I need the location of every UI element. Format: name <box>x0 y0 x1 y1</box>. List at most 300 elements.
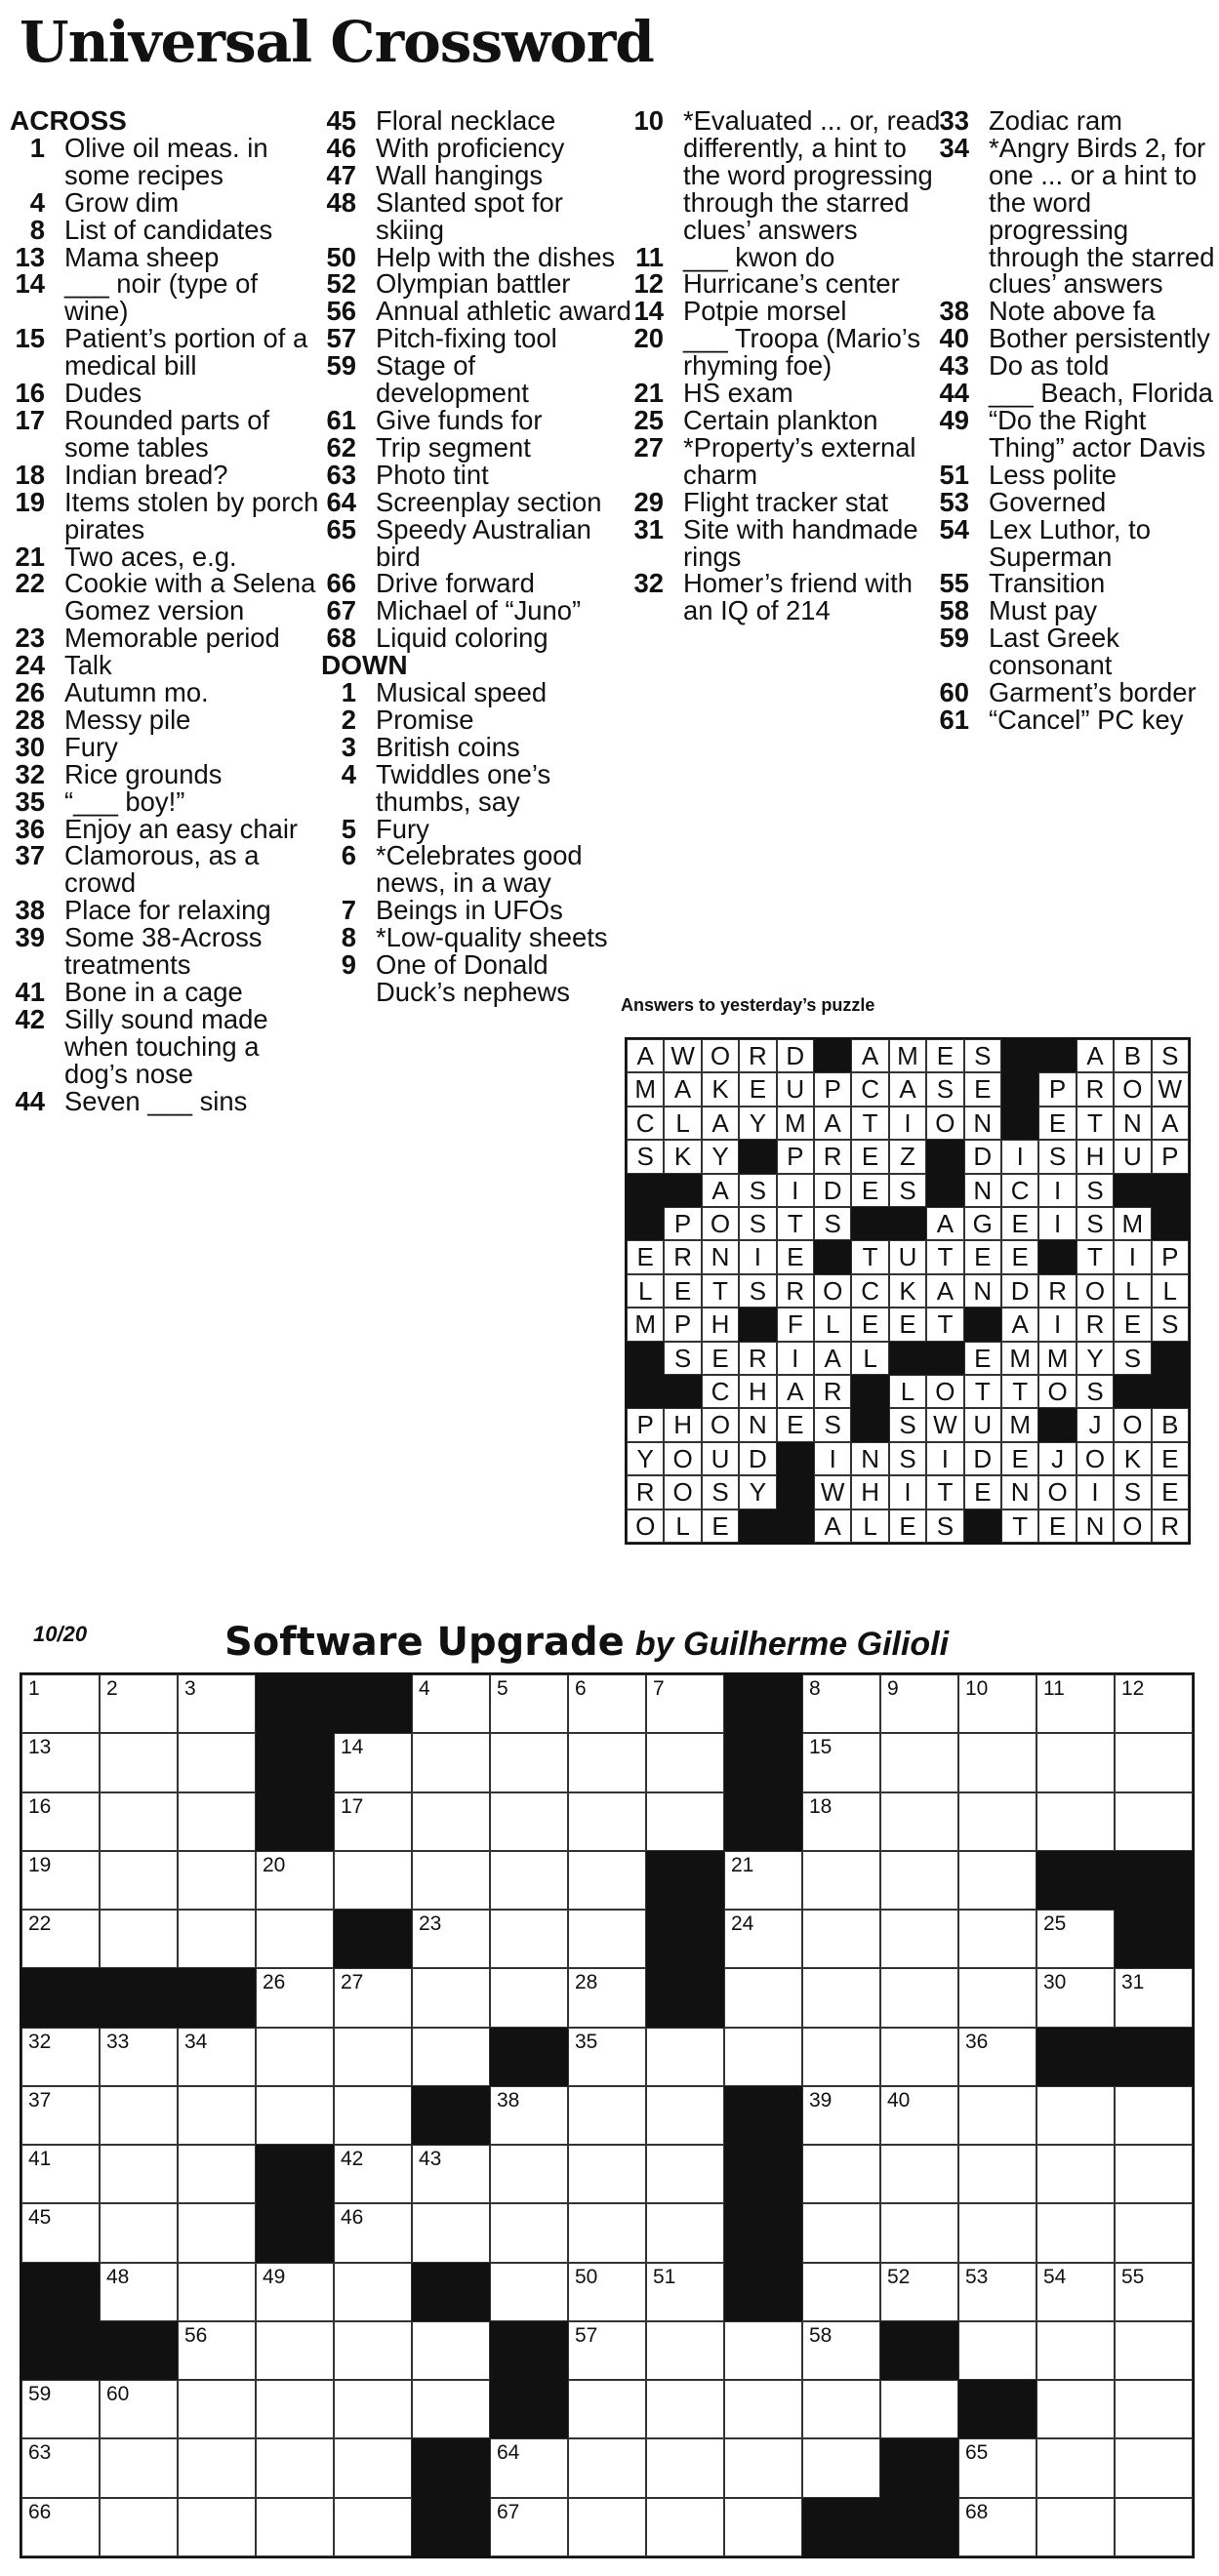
grid-cell[interactable] <box>1036 2438 1115 2497</box>
grid-cell[interactable] <box>412 2028 490 2086</box>
answer-cell: M <box>1038 1342 1076 1375</box>
grid-cell[interactable] <box>178 2321 256 2380</box>
grid-cell[interactable] <box>334 2263 412 2321</box>
grid-block <box>21 2263 100 2321</box>
clue-text: Mama sheep <box>64 241 220 272</box>
answer-cell: M <box>627 1308 664 1341</box>
grid-cell[interactable] <box>100 2145 178 2203</box>
grid-cell[interactable] <box>1115 1792 1193 1851</box>
grid-cell[interactable] <box>490 1910 568 1968</box>
grid-cell[interactable] <box>256 1968 334 2027</box>
grid-cell[interactable] <box>334 2498 412 2556</box>
grid-cell[interactable] <box>568 1851 646 1910</box>
grid-block <box>724 2086 802 2145</box>
cell-number: 16 <box>28 1794 52 1818</box>
answers-label: Answers to yesterday’s puzzle <box>621 995 875 1015</box>
grid-cell[interactable] <box>490 1792 568 1851</box>
grid-cell[interactable] <box>334 2145 412 2203</box>
grid-cell[interactable] <box>490 1733 568 1791</box>
grid-cell[interactable] <box>1036 1910 1115 1968</box>
grid-cell[interactable] <box>1036 2321 1115 2380</box>
grid-cell[interactable] <box>334 2203 412 2262</box>
grid-cell[interactable] <box>412 1792 490 1851</box>
answer-cell: R <box>1077 1308 1114 1341</box>
grid-cell[interactable] <box>568 2498 646 2556</box>
answer-cell: U <box>1114 1140 1151 1173</box>
grid-cell[interactable] <box>958 2086 1036 2145</box>
grid-cell[interactable] <box>21 1674 100 1733</box>
grid-block <box>724 2263 802 2321</box>
grid-cell[interactable] <box>568 2145 646 2203</box>
clue-text: *Low-quality sheets <box>376 922 608 953</box>
grid-cell[interactable] <box>256 2263 334 2321</box>
grid-cell[interactable] <box>1036 2380 1115 2438</box>
answer-cell: N <box>964 1274 1001 1308</box>
grid-cell[interactable] <box>490 1674 568 1733</box>
grid-cell[interactable] <box>412 2145 490 2203</box>
grid-cell[interactable] <box>880 2086 958 2145</box>
grid-cell[interactable] <box>1036 1733 1115 1791</box>
clue-text: One of Donald Duck’s nephews <box>376 949 570 1007</box>
answer-cell: O <box>1114 1408 1151 1441</box>
grid-cell[interactable] <box>178 1851 256 1910</box>
grid-cell[interactable] <box>880 2145 958 2203</box>
answer-cell: S <box>926 1072 963 1106</box>
answer-cell: E <box>1001 1207 1038 1240</box>
answer-cell: E <box>964 1342 1001 1375</box>
grid-block <box>1036 2028 1115 2086</box>
grid-cell[interactable] <box>100 2380 178 2438</box>
clue-text: With proficiency <box>376 132 565 163</box>
grid-cell[interactable] <box>802 2380 880 2438</box>
grid-cell[interactable] <box>490 2145 568 2203</box>
clue-item <box>629 241 941 272</box>
grid-cell[interactable] <box>802 2086 880 2145</box>
answer-cell: A <box>1001 1308 1038 1341</box>
answer-cell: P <box>627 1408 664 1441</box>
grid-cell[interactable] <box>412 2203 490 2262</box>
grid-cell[interactable] <box>412 1674 490 1733</box>
clue-number: 44 <box>15 1085 45 1116</box>
grid-cell[interactable] <box>100 2263 178 2321</box>
grid-block <box>100 1968 178 2027</box>
grid-cell[interactable] <box>1036 1968 1115 2027</box>
grid-cell[interactable] <box>412 2380 490 2438</box>
grid-cell[interactable] <box>1115 2498 1193 2556</box>
clue-item <box>321 897 633 924</box>
grid-cell[interactable] <box>21 2438 100 2497</box>
answer-block <box>889 1342 926 1375</box>
grid-block <box>958 2380 1036 2438</box>
answer-cell: A <box>1077 1039 1114 1072</box>
grid-cell[interactable] <box>568 1792 646 1851</box>
grid-cell[interactable] <box>334 1733 412 1791</box>
grid-cell[interactable] <box>724 1851 802 1910</box>
grid-cell[interactable] <box>724 2438 802 2497</box>
grid-block <box>256 2203 334 2262</box>
grid-cell[interactable] <box>490 2438 568 2497</box>
grid-cell[interactable] <box>880 2028 958 2086</box>
cell-number: 28 <box>575 1971 598 1994</box>
grid-cell[interactable] <box>880 1910 958 1968</box>
grid-cell[interactable] <box>1036 2203 1115 2262</box>
grid-cell[interactable] <box>490 2263 568 2321</box>
clue-number: 18 <box>15 459 45 490</box>
grid-cell[interactable] <box>958 2498 1036 2556</box>
grid-cell[interactable] <box>1036 2263 1115 2321</box>
grid-cell[interactable] <box>256 1851 334 1910</box>
clue-number: 52 <box>326 268 356 300</box>
answer-cell: G <box>964 1207 1001 1240</box>
grid-cell[interactable] <box>646 2321 724 2380</box>
puzzle-byline: by Guilherme Gilioli <box>634 1626 950 1663</box>
grid-cell[interactable] <box>21 2086 100 2145</box>
grid-cell[interactable] <box>100 2086 178 2145</box>
grid-cell[interactable] <box>802 1851 880 1910</box>
answer-block <box>814 1240 851 1273</box>
grid-cell[interactable] <box>568 2028 646 2086</box>
grid-cell[interactable] <box>646 2498 724 2556</box>
grid-cell[interactable] <box>178 2028 256 2086</box>
answer-cell: N <box>739 1408 776 1441</box>
grid-cell[interactable] <box>958 1968 1036 2027</box>
grid-cell[interactable] <box>178 1733 256 1791</box>
grid-cell[interactable] <box>802 2028 880 2086</box>
grid-cell[interactable] <box>100 2498 178 2556</box>
grid-cell[interactable] <box>802 1968 880 2027</box>
answer-block <box>627 1207 664 1240</box>
clue-item <box>10 570 322 624</box>
grid-cell[interactable] <box>334 1851 412 1910</box>
grid-cell[interactable] <box>100 1910 178 1968</box>
grid-cell[interactable] <box>256 2380 334 2438</box>
grid-cell[interactable] <box>802 2203 880 2262</box>
grid-cell[interactable] <box>1036 1792 1115 1851</box>
grid-cell[interactable] <box>802 1674 880 1733</box>
grid-cell[interactable] <box>1036 2145 1115 2203</box>
grid-cell[interactable] <box>412 1910 490 1968</box>
grid-cell[interactable] <box>334 1968 412 2027</box>
answer-cell: A <box>702 1174 739 1207</box>
grid-cell[interactable] <box>568 2086 646 2145</box>
grid-cell[interactable] <box>334 2028 412 2086</box>
grid-cell[interactable] <box>724 1968 802 2027</box>
grid-cell[interactable] <box>1115 2438 1193 2497</box>
answer-cell: I <box>1038 1308 1076 1341</box>
clue-number: 50 <box>326 241 356 272</box>
clue-item <box>321 758 633 817</box>
grid-cell[interactable] <box>958 2203 1036 2262</box>
grid-cell[interactable] <box>724 2321 802 2380</box>
answer-cell: Z <box>889 1140 926 1173</box>
grid-cell[interactable] <box>880 1733 958 1791</box>
grid-cell[interactable] <box>724 2028 802 2086</box>
grid-cell[interactable] <box>880 1792 958 1851</box>
clue-text: Pitch-fixing tool <box>376 323 557 354</box>
answer-cell: R <box>739 1342 776 1375</box>
grid-cell[interactable] <box>21 2145 100 2203</box>
clue-item <box>10 652 322 679</box>
grid-cell[interactable] <box>1036 1674 1115 1733</box>
grid-cell[interactable] <box>21 1792 100 1851</box>
clue-text: Patient’s portion of a medical bill <box>64 323 308 382</box>
grid-cell[interactable] <box>178 1792 256 1851</box>
grid-cell[interactable] <box>646 2263 724 2321</box>
clue-item <box>10 1003 322 1089</box>
grid-cell[interactable] <box>490 2203 568 2262</box>
grid-cell[interactable] <box>334 2380 412 2438</box>
grid-cell[interactable] <box>490 2498 568 2556</box>
grid-cell[interactable] <box>100 1733 178 1791</box>
grid-cell[interactable] <box>334 2438 412 2497</box>
grid-cell[interactable] <box>334 2086 412 2145</box>
cell-number: 9 <box>887 1677 899 1700</box>
grid-cell[interactable] <box>802 1792 880 1851</box>
grid-cell[interactable] <box>724 2380 802 2438</box>
cell-number: 13 <box>28 1736 52 1759</box>
answer-cell: D <box>739 1442 776 1475</box>
answer-cell: I <box>1077 1475 1114 1509</box>
grid-cell[interactable] <box>21 2028 100 2086</box>
grid-cell[interactable] <box>178 1674 256 1733</box>
grid-cell[interactable] <box>568 2203 646 2262</box>
grid-cell[interactable] <box>958 2438 1036 2497</box>
grid-cell[interactable] <box>802 1733 880 1791</box>
answer-cell: L <box>664 1509 701 1543</box>
grid-cell[interactable] <box>412 1851 490 1910</box>
grid-cell[interactable] <box>880 1851 958 1910</box>
clue-number: 32 <box>15 758 45 789</box>
grid-cell[interactable] <box>412 1968 490 2027</box>
answer-cell: Y <box>1077 1342 1114 1375</box>
clue-item <box>10 214 322 245</box>
clue-text: Last Greek consonant <box>989 623 1119 681</box>
grid-cell[interactable] <box>958 1851 1036 1910</box>
grid-cell[interactable] <box>802 2321 880 2380</box>
clue-text: Place for relaxing <box>64 895 271 926</box>
across-heading: ACROSS <box>10 105 127 136</box>
grid-cell[interactable] <box>958 1910 1036 1968</box>
clue-text: Cookie with a Selena Gomez version <box>64 568 316 626</box>
grid-cell[interactable] <box>958 1792 1036 1851</box>
grid-cell[interactable] <box>490 1968 568 2027</box>
grid-cell[interactable] <box>1115 1968 1193 2027</box>
grid-cell[interactable] <box>802 2438 880 2497</box>
grid-cell[interactable] <box>21 1910 100 1968</box>
clue-text: Olympian battler <box>376 268 571 300</box>
grid-cell[interactable] <box>100 1674 178 1733</box>
grid-cell[interactable] <box>646 2203 724 2262</box>
grid-cell[interactable] <box>646 2086 724 2145</box>
grid-cell[interactable] <box>646 1792 724 1851</box>
clue-item <box>10 758 322 789</box>
clue-item <box>934 679 1217 706</box>
grid-cell[interactable] <box>178 2203 256 2262</box>
grid-cell[interactable] <box>646 1674 724 1733</box>
grid-cell[interactable] <box>958 2028 1036 2086</box>
grid-block <box>724 1733 802 1791</box>
answer-cell: T <box>702 1274 739 1308</box>
grid-cell[interactable] <box>1115 2086 1193 2145</box>
answer-cell: M <box>777 1107 814 1140</box>
grid-cell[interactable] <box>100 1851 178 1910</box>
grid-cell[interactable] <box>646 2145 724 2203</box>
grid-cell[interactable] <box>802 1910 880 1968</box>
grid-cell[interactable] <box>568 2438 646 2497</box>
grid-cell[interactable] <box>646 2438 724 2497</box>
grid-cell[interactable] <box>958 1733 1036 1791</box>
grid-cell[interactable] <box>21 1851 100 1910</box>
grid-cell[interactable] <box>1115 1733 1193 1791</box>
grid-cell[interactable] <box>1115 2321 1193 2380</box>
answer-cell: S <box>1077 1375 1114 1408</box>
grid-cell[interactable] <box>21 2380 100 2438</box>
grid-cell[interactable] <box>412 1733 490 1791</box>
grid-cell[interactable] <box>724 2498 802 2556</box>
grid-cell[interactable] <box>178 2498 256 2556</box>
grid-cell[interactable] <box>1036 2086 1115 2145</box>
answer-cell: P <box>777 1140 814 1173</box>
clue-item <box>10 1085 322 1116</box>
grid-cell[interactable] <box>646 2380 724 2438</box>
grid-cell[interactable] <box>178 2438 256 2497</box>
clue-text: Speedy Australian bird <box>376 513 591 572</box>
grid-cell[interactable] <box>568 1968 646 2027</box>
clue-number: 30 <box>15 731 45 762</box>
answer-block <box>964 1509 1001 1543</box>
grid-cell[interactable] <box>1115 1674 1193 1733</box>
grid-cell[interactable] <box>958 2321 1036 2380</box>
grid-cell[interactable] <box>334 1792 412 1851</box>
clue-text: Dudes <box>64 378 142 409</box>
clue-item <box>10 624 322 652</box>
grid-block <box>334 1674 412 1733</box>
answer-cell: P <box>814 1072 851 1106</box>
grid-cell[interactable] <box>256 2086 334 2145</box>
clue-item <box>934 132 1217 300</box>
answer-cell: S <box>1077 1174 1114 1207</box>
grid-cell[interactable] <box>412 2321 490 2380</box>
grid-cell[interactable] <box>178 2380 256 2438</box>
grid-cell[interactable] <box>490 2086 568 2145</box>
cell-number: 41 <box>28 2148 52 2171</box>
clue-number: 7 <box>341 895 356 926</box>
grid-cell[interactable] <box>646 2028 724 2086</box>
grid-cell[interactable] <box>1115 2380 1193 2438</box>
grid-cell[interactable] <box>256 2438 334 2497</box>
grid-cell[interactable] <box>256 2028 334 2086</box>
grid-cell[interactable] <box>880 2203 958 2262</box>
grid-cell[interactable] <box>256 2498 334 2556</box>
answer-cell: L <box>664 1107 701 1140</box>
grid-cell[interactable] <box>256 2321 334 2380</box>
answer-cell: T <box>926 1240 963 1273</box>
grid-cell[interactable] <box>1115 2263 1193 2321</box>
grid-cell[interactable] <box>802 2263 880 2321</box>
answer-cell: E <box>702 1342 739 1375</box>
grid-block <box>412 2438 490 2497</box>
clue-item <box>321 624 633 652</box>
grid-cell[interactable] <box>568 1910 646 1968</box>
grid-cell[interactable] <box>178 2263 256 2321</box>
clue-item <box>629 325 941 380</box>
grid-cell[interactable] <box>21 2203 100 2262</box>
grid-cell[interactable] <box>568 1733 646 1791</box>
grid-cell[interactable] <box>568 2263 646 2321</box>
grid-cell[interactable] <box>880 2263 958 2321</box>
grid-cell[interactable] <box>958 2263 1036 2321</box>
grid-cell[interactable] <box>100 1792 178 1851</box>
grid-cell[interactable] <box>646 1733 724 1791</box>
grid-cell[interactable] <box>256 1910 334 1968</box>
cell-number: 51 <box>653 2265 676 2288</box>
answer-block <box>777 1509 814 1543</box>
answer-cell: Y <box>739 1475 776 1509</box>
cell-number: 11 <box>1043 1677 1065 1700</box>
grid-cell[interactable] <box>1036 2498 1115 2556</box>
grid-cell[interactable] <box>958 2145 1036 2203</box>
answer-cell: C <box>1001 1174 1038 1207</box>
clue-text: Photo tint <box>376 459 489 490</box>
grid-cell[interactable] <box>178 2086 256 2145</box>
clue-text: Zodiac ram <box>989 105 1122 136</box>
grid-cell[interactable] <box>21 2498 100 2556</box>
grid-cell[interactable] <box>178 1910 256 1968</box>
answer-cell: J <box>1077 1408 1114 1441</box>
grid-block <box>490 2321 568 2380</box>
grid-cell[interactable] <box>100 2028 178 2086</box>
clue-text: Bone in a cage <box>64 977 243 1007</box>
clue-text: Homer’s friend with an IQ of 214 <box>683 568 913 626</box>
grid-cell[interactable] <box>1115 2203 1193 2262</box>
grid-cell[interactable] <box>100 2438 178 2497</box>
answer-cell: O <box>627 1509 664 1543</box>
cell-number: 54 <box>1043 2265 1067 2288</box>
grid-block <box>646 1968 724 2027</box>
grid-cell[interactable] <box>958 1674 1036 1733</box>
clue-item <box>321 431 633 463</box>
grid-cell[interactable] <box>1115 2145 1193 2203</box>
grid-cell[interactable] <box>568 2380 646 2438</box>
grid-cell[interactable] <box>21 1733 100 1791</box>
clue-text: *Angry Birds 2, for one ... or a hint to the word progressing through the starred clues’ answers <box>989 132 1215 300</box>
grid-block <box>724 1674 802 1733</box>
grid-cell[interactable] <box>178 2145 256 2203</box>
grid-cell[interactable] <box>568 2321 646 2380</box>
grid-cell[interactable] <box>100 2203 178 2262</box>
grid-cell[interactable] <box>490 1851 568 1910</box>
answer-cell: E <box>1152 1442 1189 1475</box>
answer-cell: H <box>1077 1140 1114 1173</box>
answer-cell: E <box>964 1475 1001 1509</box>
answer-cell: A <box>814 1107 851 1140</box>
answer-block <box>814 1039 851 1072</box>
clue-text: Liquid coloring <box>376 623 549 654</box>
grid-cell[interactable] <box>724 1910 802 1968</box>
grid-cell[interactable] <box>802 2145 880 2203</box>
answer-cell: O <box>702 1039 739 1072</box>
answer-cell: H <box>664 1408 701 1441</box>
answer-cell: I <box>1038 1174 1076 1207</box>
answer-block <box>777 1475 814 1509</box>
grid-cell[interactable] <box>880 1674 958 1733</box>
grid-cell[interactable] <box>880 2380 958 2438</box>
grid-cell[interactable] <box>334 2321 412 2380</box>
grid-cell[interactable] <box>880 1968 958 2027</box>
grid-cell[interactable] <box>568 1674 646 1733</box>
answer-cell: N <box>964 1174 1001 1207</box>
cell-number: 30 <box>1043 1971 1067 1994</box>
